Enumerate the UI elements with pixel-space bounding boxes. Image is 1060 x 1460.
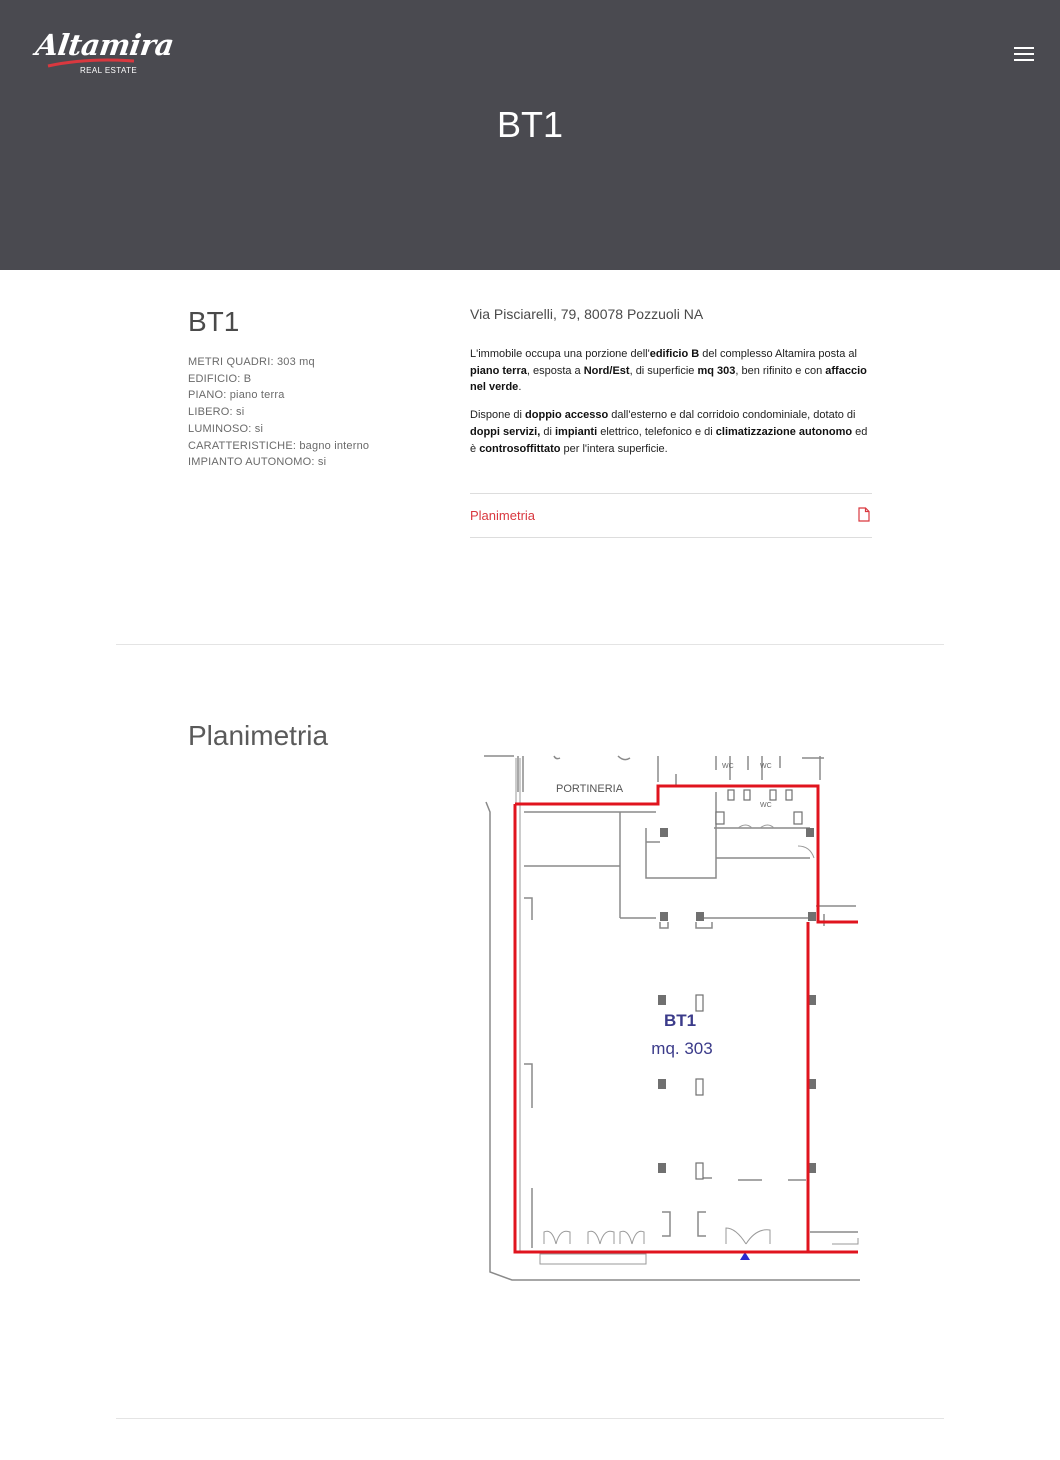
page-title: BT1 <box>496 104 564 145</box>
floorplan-label-unit: BT1 <box>663 1011 697 1030</box>
download-link-label: Planimetria <box>470 508 536 523</box>
spec-item: LUMINOSO: si <box>188 422 264 435</box>
planimetria-download-link[interactable] <box>470 493 872 538</box>
logo-subtitle: REAL ESTATE <box>80 66 138 75</box>
spec-item: PIANO: piano terra <box>188 389 285 402</box>
document-icon <box>858 507 870 522</box>
spec-item: CARATTERISTICHE: bagno interno <box>188 439 370 452</box>
floorplan-label-wc: WC <box>722 763 734 770</box>
floorplan-image[interactable] <box>484 752 860 1284</box>
logo-wordmark: Altamira <box>33 28 176 62</box>
hamburger-menu-icon[interactable] <box>1008 42 1040 66</box>
description-paragraph: Dispone di doppio accesso dall'esterno e dal corridoio condominiale, dotato di doppi servizi, di impianti elettrico, telefonico e di climatizzazione autonomo ed è controsoffittato per l'intera superficie. <box>470 409 868 455</box>
floorplan-section-title: Planimetria <box>188 720 329 751</box>
spec-item: METRI QUADRI: 303 mq <box>188 356 315 368</box>
spec-item: LIBERO: si <box>188 406 245 419</box>
page-header <box>0 0 1060 270</box>
floorplan-label-wc: WC <box>760 763 772 770</box>
property-title: BT1 <box>188 306 240 337</box>
property-description <box>470 346 875 457</box>
section-divider <box>116 644 944 645</box>
floorplan-label-wc: WC <box>760 802 772 809</box>
spec-item: IMPIANTO AUTONOMO: si <box>188 456 327 469</box>
section-divider <box>116 1418 944 1419</box>
spec-item: EDIFICIO: B <box>188 372 252 385</box>
altamira-logo[interactable] <box>33 28 176 78</box>
property-address: Via Pisciarelli, 79, 80078 Pozzuoli NA <box>470 306 704 322</box>
floorplan-label-portineria: PORTINERIA <box>556 783 624 795</box>
floorplan-label-area: mq. 303 <box>651 1039 713 1058</box>
description-paragraph: L'immobile occupa una porzione dell'edificio B del complesso Altamira posta al piano terra, esposta a Nord/Est, di superficie mq 303, ben rifinito e con affaccio nel verde. <box>470 348 867 394</box>
property-specs-list <box>188 354 369 471</box>
